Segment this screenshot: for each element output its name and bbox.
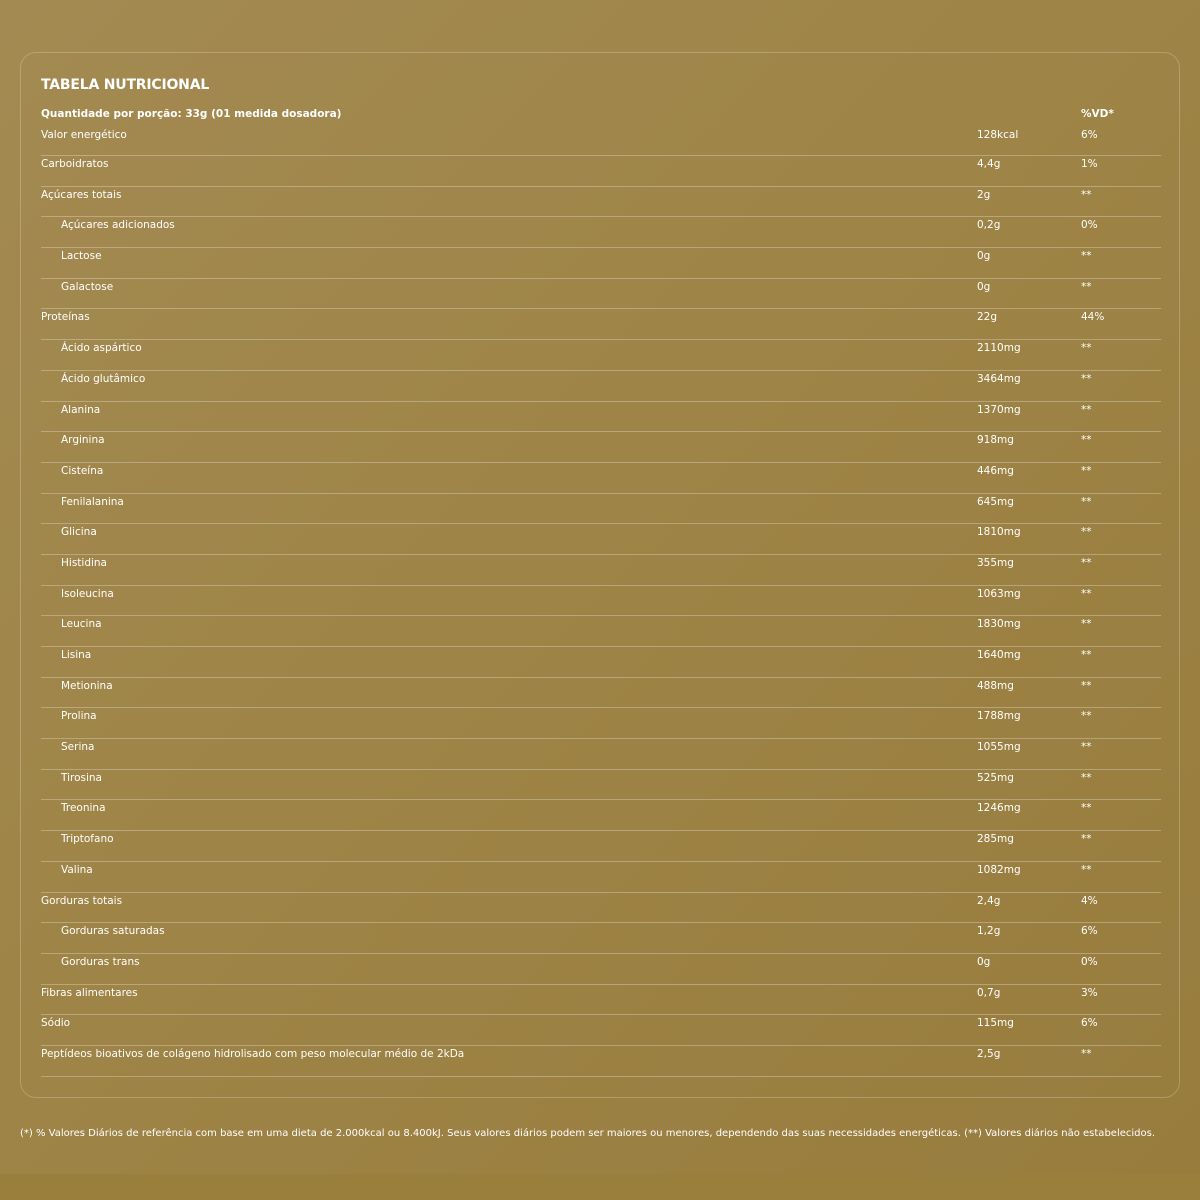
nutrient-quantity: 1246mg <box>977 802 1021 815</box>
nutrient-daily-value: ** <box>1081 710 1092 723</box>
nutrient-quantity: 0,7g <box>977 986 1001 999</box>
nutrient-daily-value: ** <box>1081 741 1092 754</box>
nutrient-quantity: 355mg <box>977 556 1014 569</box>
nutrient-quantity: 4,4g <box>977 158 1001 170</box>
nutrient-daily-value: ** <box>1081 556 1092 569</box>
table-row <box>41 985 1161 1016</box>
nutrient-quantity: 285mg <box>977 833 1014 846</box>
table-row <box>41 739 1161 770</box>
nutrient-name: Histidina <box>61 556 107 569</box>
table-header-row <box>41 107 1161 127</box>
nutrient-quantity: 446mg <box>977 464 1014 477</box>
portion-header: Quantidade por porção: 33g (01 medida dosadora) <box>41 108 342 120</box>
nutrient-quantity: 1640mg <box>977 649 1021 661</box>
nutrient-daily-value: 0% <box>1081 219 1098 232</box>
nutrient-daily-value: ** <box>1081 464 1092 477</box>
nutrient-quantity: 1788mg <box>977 710 1021 723</box>
nutrient-name: Ácido glutâmico <box>61 372 146 385</box>
table-row <box>41 371 1161 402</box>
nutrient-daily-value: 4% <box>1081 894 1098 907</box>
table-row <box>41 217 1161 248</box>
nutrient-name: Tirosina <box>61 771 102 784</box>
nutrient-daily-value: ** <box>1081 679 1092 692</box>
nutrient-name: Valor energético <box>41 129 127 141</box>
table-row <box>41 616 1161 647</box>
nutrient-daily-value: ** <box>1081 649 1092 661</box>
nutrient-name: Serina <box>61 741 95 754</box>
table-row <box>41 800 1161 831</box>
nutrient-name: Isoleucina <box>61 587 114 600</box>
nutrient-quantity: 0g <box>977 955 991 968</box>
nutrient-daily-value: ** <box>1081 863 1092 876</box>
nutrient-daily-value: 44% <box>1081 311 1105 324</box>
nutrient-quantity: 1830mg <box>977 618 1021 631</box>
nutrient-name: Gorduras saturadas <box>61 925 165 938</box>
nutrient-daily-value: ** <box>1081 833 1092 846</box>
table-row <box>41 309 1161 340</box>
nutrient-name: Lisina <box>61 649 92 661</box>
nutrient-name: Gorduras trans <box>61 955 140 968</box>
table-row <box>41 831 1161 862</box>
nutrient-quantity: 3464mg <box>977 372 1021 385</box>
table-row <box>41 524 1161 555</box>
nutrient-name: Proteínas <box>41 311 90 324</box>
nutrient-quantity: 1063mg <box>977 587 1021 600</box>
table-row <box>41 1046 1161 1077</box>
nutrition-table <box>41 107 1161 1077</box>
nutrient-daily-value: ** <box>1081 342 1092 355</box>
nutrient-name: Alanina <box>61 403 101 416</box>
nutrient-daily-value: ** <box>1081 280 1092 293</box>
nutrient-daily-value: ** <box>1081 618 1092 631</box>
nutrient-quantity: 488mg <box>977 679 1014 692</box>
nutrient-daily-value: ** <box>1081 526 1092 539</box>
nutrient-daily-value: ** <box>1081 1047 1092 1060</box>
table-row <box>41 432 1161 463</box>
nutrient-daily-value: ** <box>1081 802 1092 815</box>
nutrient-name: Triptofano <box>61 833 114 846</box>
nutrient-name: Cisteína <box>61 464 104 477</box>
nutrient-quantity: 918mg <box>977 434 1014 447</box>
table-row <box>41 1015 1161 1046</box>
nutrient-daily-value: ** <box>1081 403 1092 416</box>
nutrient-name: Leucina <box>61 618 102 631</box>
nutrient-quantity: 1055mg <box>977 741 1021 754</box>
nutrient-daily-value: 3% <box>1081 986 1098 999</box>
nutrient-name: Glicina <box>61 526 97 539</box>
nutrient-daily-value: 6% <box>1081 925 1098 938</box>
nutrient-name: Metionina <box>61 679 113 692</box>
table-row <box>41 127 1161 156</box>
vd-header: %VD* <box>1081 108 1114 120</box>
nutrient-quantity: 2,5g <box>977 1047 1001 1060</box>
nutrient-quantity: 0,2g <box>977 219 1001 232</box>
nutrient-daily-value: ** <box>1081 771 1092 784</box>
table-row <box>41 770 1161 801</box>
table-row <box>41 187 1161 218</box>
table-row <box>41 862 1161 893</box>
nutrient-quantity: 1810mg <box>977 526 1021 539</box>
nutrient-quantity: 645mg <box>977 495 1014 508</box>
table-row <box>41 463 1161 494</box>
nutrient-name: Sódio <box>41 1017 71 1030</box>
nutrient-daily-value: 0% <box>1081 955 1098 968</box>
bottom-strip <box>0 1174 1200 1200</box>
table-row <box>41 248 1161 279</box>
nutrient-quantity: 2g <box>977 188 991 201</box>
nutrient-name: Açúcares adicionados <box>61 219 175 232</box>
nutrient-name: Lactose <box>61 250 102 263</box>
nutrient-quantity: 0g <box>977 250 991 263</box>
nutrient-quantity: 22g <box>977 311 998 324</box>
table-row <box>41 555 1161 586</box>
nutrient-quantity: 0g <box>977 280 991 293</box>
nutrient-daily-value: ** <box>1081 188 1092 201</box>
nutrient-daily-value: ** <box>1081 250 1092 263</box>
nutrient-daily-value: ** <box>1081 372 1092 385</box>
nutrient-daily-value: 1% <box>1081 158 1098 170</box>
nutrient-quantity: 1370mg <box>977 403 1021 416</box>
table-title: TABELA NUTRICIONAL <box>41 77 210 93</box>
footnote: (*) % Valores Diários de referência com base em uma dieta de 2.000kcal ou 8.400kJ. Seus valores diários podem ser maiores ou menores, dependendo das suas necessidades energéticas. (**) Valores diários não estabelecidos. <box>20 1128 1155 1139</box>
table-row <box>41 954 1161 985</box>
nutrient-daily-value: 6% <box>1081 1017 1098 1030</box>
table-row <box>41 156 1161 187</box>
nutrient-quantity: 128kcal <box>977 129 1019 141</box>
nutrient-name: Fibras alimentares <box>41 986 138 999</box>
nutrient-name: Valina <box>61 863 93 876</box>
nutrient-daily-value: ** <box>1081 434 1092 447</box>
nutrient-quantity: 525mg <box>977 771 1014 784</box>
nutrient-quantity: 1,2g <box>977 925 1001 938</box>
nutrient-name: Ácido aspártico <box>61 342 142 355</box>
nutrient-name: Galactose <box>61 280 114 293</box>
table-row <box>41 279 1161 310</box>
nutrient-name: Prolina <box>61 710 97 723</box>
nutrient-name: Carboidratos <box>41 158 109 170</box>
nutrient-daily-value: ** <box>1081 587 1092 600</box>
nutrient-name: Arginina <box>61 434 105 447</box>
nutrient-quantity: 2,4g <box>977 894 1001 907</box>
table-body <box>41 127 1161 1077</box>
nutrient-quantity: 115mg <box>977 1017 1014 1030</box>
nutrient-daily-value: 6% <box>1081 129 1098 141</box>
nutrient-name: Peptídeos bioativos de colágeno hidrolisado com peso molecular médio de 2kDa <box>41 1047 465 1060</box>
table-row <box>41 340 1161 371</box>
nutrient-quantity: 1082mg <box>977 863 1021 876</box>
table-row <box>41 708 1161 739</box>
nutrient-name: Fenilalanina <box>61 495 124 508</box>
nutrient-quantity: 2110mg <box>977 342 1021 355</box>
table-row <box>41 923 1161 954</box>
nutrient-daily-value: ** <box>1081 495 1092 508</box>
table-row <box>41 402 1161 433</box>
table-row <box>41 494 1161 525</box>
table-row <box>41 893 1161 924</box>
table-row <box>41 678 1161 709</box>
nutrient-name: Treonina <box>61 802 106 815</box>
nutrient-name: Gorduras totais <box>41 894 123 907</box>
nutrition-table-panel <box>20 52 1180 1098</box>
nutrient-name: Açúcares totais <box>41 188 122 201</box>
table-row <box>41 647 1161 678</box>
table-row <box>41 586 1161 617</box>
